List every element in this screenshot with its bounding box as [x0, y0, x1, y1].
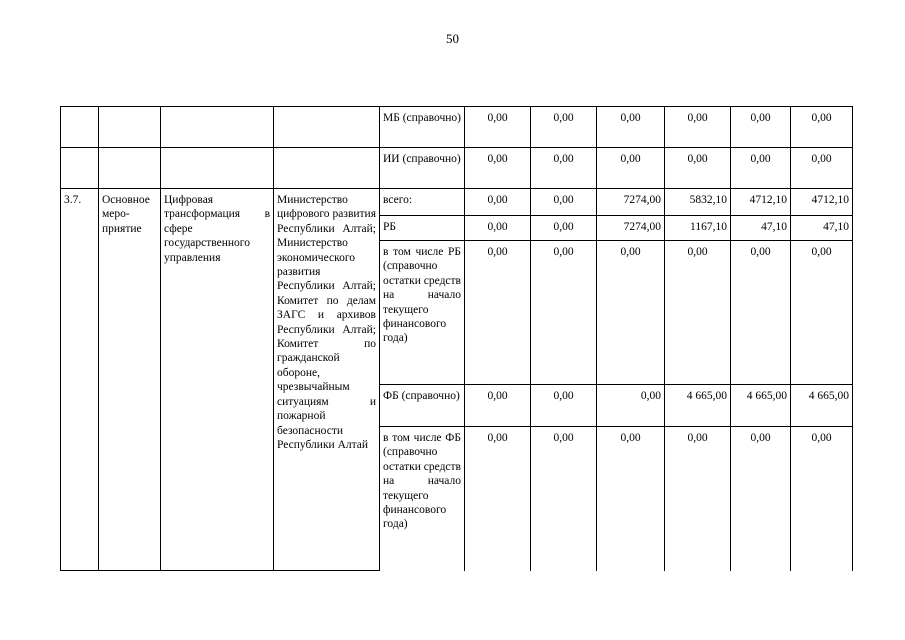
amount-cell: 0,00	[731, 241, 791, 385]
amount-cell: 0,00	[465, 216, 531, 241]
funding-source: ИИ (справочно)	[380, 148, 465, 189]
empty-cell	[61, 148, 99, 189]
amount-cell: 0,00	[665, 241, 731, 385]
amount-cell: 0,00	[731, 107, 791, 148]
measure-status-line: Основное	[102, 194, 150, 206]
amount-cell: 0,00	[791, 148, 853, 189]
amount-cell: 4712,10	[731, 189, 791, 216]
amount-cell: 0,00	[665, 427, 731, 571]
amount-cell: 0,00	[597, 148, 665, 189]
measure-status	[99, 189, 161, 571]
amount-cell: 0,00	[531, 107, 597, 148]
empty-cell	[161, 148, 274, 189]
empty-cell	[99, 148, 161, 189]
measure-name: Цифровая трансформация в сфере государственного управления	[161, 189, 274, 571]
measure-executors: Министерство цифрового развития Республики Алтай; Министерство экономического развития Республики Алтай; Комитет по делам ЗАГС и архивов Республики Алтай; Комитет по гражданской обороне, чрезвычайным ситуациям и пожарной безопасности Республики Алтай	[274, 189, 380, 571]
table-row	[61, 189, 853, 216]
funding-source: в том числе РБ (справочно остатки средств на начало текущего финансового года)	[380, 241, 465, 385]
amount-cell: 0,00	[531, 189, 597, 216]
measure-status-line: приятие	[102, 222, 142, 235]
amount-cell: 47,10	[731, 216, 791, 241]
amount-cell: 0,00	[531, 148, 597, 189]
amount-cell: 1167,10	[665, 216, 731, 241]
amount-cell: 0,00	[531, 216, 597, 241]
amount-cell: 4712,10	[791, 189, 853, 216]
amount-cell: 7274,00	[597, 189, 665, 216]
amount-cell: 0,00	[731, 427, 791, 571]
amount-cell: 0,00	[465, 148, 531, 189]
funding-source: РБ	[380, 216, 465, 241]
measure-status-line: меро-	[102, 208, 130, 221]
amount-cell: 0,00	[597, 427, 665, 571]
funding-source: в том числе ФБ (справочно остатки средств на начало текущего финансового года)	[380, 427, 465, 571]
amount-cell: 0,00	[731, 148, 791, 189]
table-row	[61, 148, 853, 189]
table-row	[61, 107, 853, 148]
funding-source: всего:	[380, 189, 465, 216]
amount-cell: 0,00	[597, 241, 665, 385]
amount-cell: 0,00	[791, 427, 853, 571]
amount-cell: 0,00	[465, 107, 531, 148]
amount-cell: 0,00	[465, 385, 531, 427]
empty-cell	[61, 107, 99, 148]
amount-cell: 0,00	[531, 241, 597, 385]
amount-cell: 4 665,00	[731, 385, 791, 427]
amount-cell: 0,00	[665, 107, 731, 148]
amount-cell: 0,00	[791, 241, 853, 385]
amount-cell: 4 665,00	[665, 385, 731, 427]
amount-cell: 0,00	[665, 148, 731, 189]
amount-cell: 0,00	[597, 107, 665, 148]
page-number: 50	[446, 31, 459, 46]
amount-cell: 0,00	[465, 427, 531, 571]
amount-cell: 0,00	[791, 107, 853, 148]
amount-cell: 0,00	[465, 189, 531, 216]
amount-cell: 47,10	[791, 216, 853, 241]
empty-cell	[274, 107, 380, 148]
empty-cell	[274, 148, 380, 189]
measure-number: 3.7.	[61, 189, 99, 571]
empty-cell	[161, 107, 274, 148]
funding-source: ФБ (справочно)	[380, 385, 465, 427]
amount-cell: 7274,00	[597, 216, 665, 241]
amount-cell: 0,00	[597, 385, 665, 427]
amount-cell: 0,00	[531, 427, 597, 571]
amount-cell: 5832,10	[665, 189, 731, 216]
funding-source: МБ (справочно)	[380, 107, 465, 148]
amount-cell: 4 665,00	[791, 385, 853, 427]
funding-table	[60, 106, 853, 571]
amount-cell: 0,00	[531, 385, 597, 427]
amount-cell: 0,00	[465, 241, 531, 385]
empty-cell	[99, 107, 161, 148]
